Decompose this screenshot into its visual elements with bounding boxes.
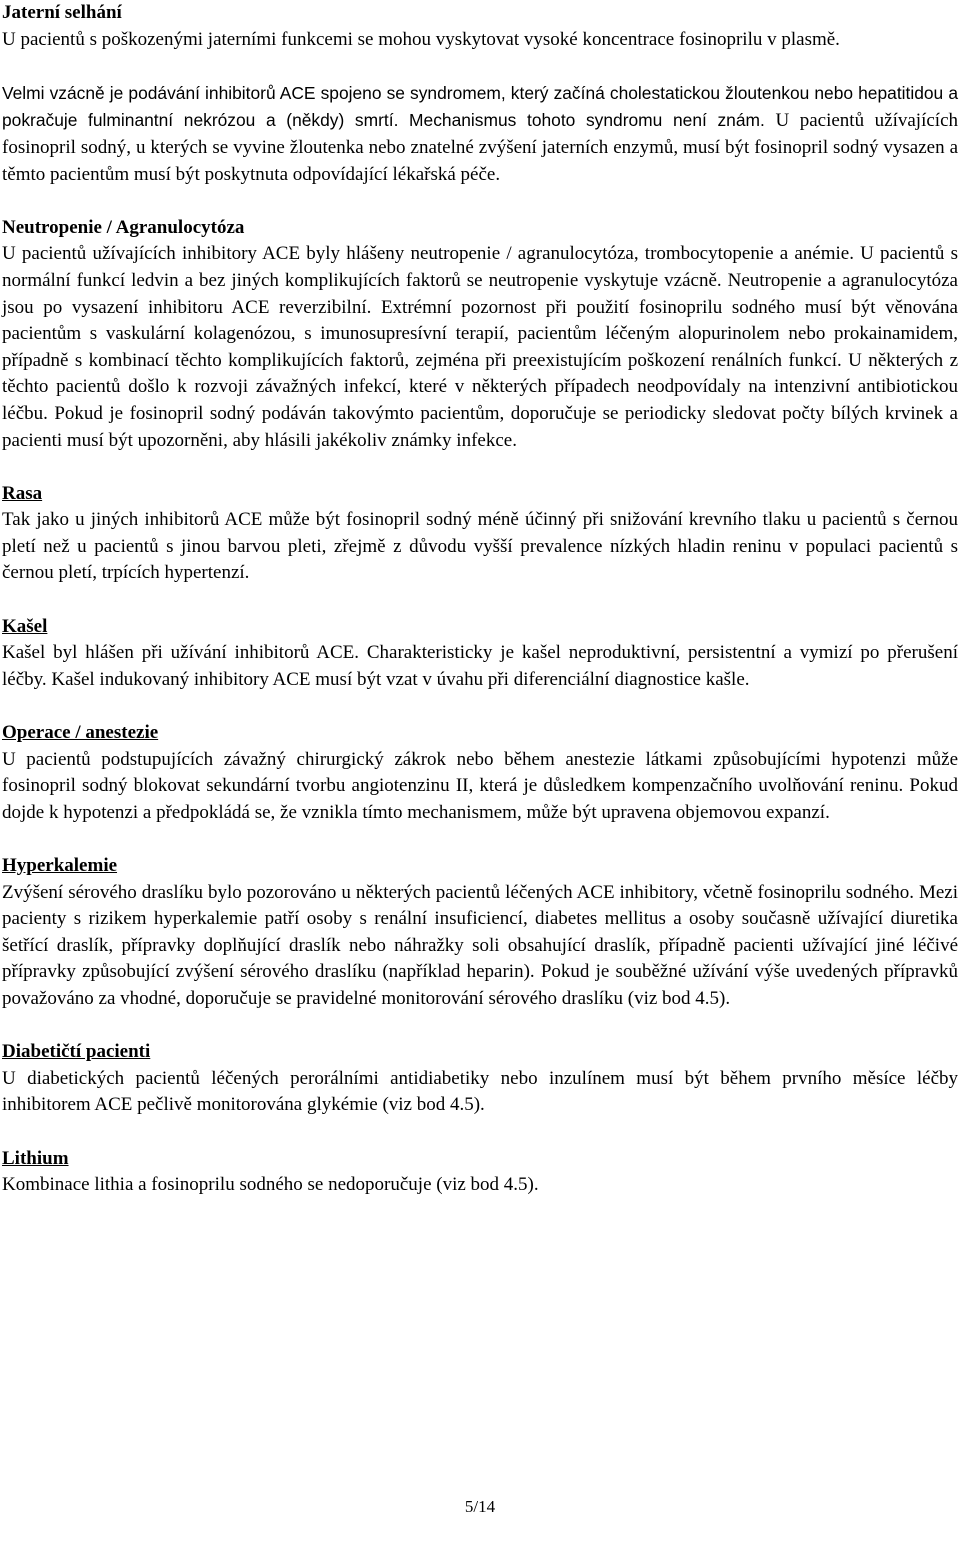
section-heading: Rasa xyxy=(2,482,43,504)
paragraph: U pacientů s poškozenými jaterními funkcemi se mohou vyskytovat vysoké koncentrace fosinoprilu v plasmě. xyxy=(2,28,840,50)
section-race xyxy=(2,481,958,587)
section-heading: Hyperkalemie xyxy=(2,855,118,876)
paragraph-part: U pacientů užívajících fosinopril sodný, u kterých se vyvine žloutenka nebo znatelné zvýšení jaterních enzymů, musí být fosinopril sodný vysazen a těmto pacientům musí být poskytnuta odpovídající lékařská péče. xyxy=(2,110,959,185)
paragraph: Zvýšení sérového draslíku bylo pozorováno u některých pacientů léčených ACE inhibitory, včetně fosinoprilu sodného. Mezi pacienty s rizikem hyperkalemie patří osoby s renální insuficiencí, diabetes mellitus a osoby současně užívající diuretika šetřící draslík, přípravky doplňující draslík nebo náhražky soli obsahující draslík, případně pacienti užívající jiné léčivé přípravky způsobující zvýšení sérového draslíku (například heparin). Pokud je souběžné užívání výše uvedených přípravků považováno za vhodné, doporučuje se pravidelné monitorování sérového draslíku (viz bod 4.5). xyxy=(2,881,958,1009)
section-heading: Kašel xyxy=(2,615,48,637)
section-surgery xyxy=(2,720,958,826)
section-liver-failure xyxy=(2,0,958,188)
section-cough xyxy=(2,614,958,694)
section-neutropenia xyxy=(2,215,958,454)
paragraph: U pacientů podstupujících závažný chirurgický zákrok nebo během anestezie látkami způsobujícími hypotenzi může fosinopril sodný blokovat sekundární tvorbu angiotenzinu II, která je důsledkem kompenzačního uvolňování reninu. Pokud dojde k hypotenzi a předpokládá se, že vznikla tímto mechanismem, může být upravena objemovou expanzí. xyxy=(2,748,958,823)
paragraph: Kombinace lithia a fosinoprilu sodného se nedoporučuje (viz bod 4.5). xyxy=(2,1174,539,1196)
section-heading: Diabetičtí pacienti xyxy=(2,1041,151,1063)
paragraph-part: Velmi vzácně je podávání inhibitorů ACE spojeno se syndromem, který začíná cholestatickou žloutenkou nebo hepatitidou a pokračuje fulminantní nekrózou a (někdy) smrtí. Mechanismus tohoto syndromu není znám. xyxy=(2,82,958,131)
paragraph: U pacientů užívajících inhibitory ACE byly hlášeny neutropenie / agranulocytóza, trombocytopenie a anémie. U pacientů s normální funkcí ledvin a bez jiných komplikujících faktorů se neutropenie vyskytuje vzácně. Neutropenie a agranulocytóza jsou po vysazení inhibitoru ACE reverzibilní. Extrémní pozornost při použití fosinoprilu sodného musí být věnována pacientům s vaskulární kolagenózou, s imunosupresívní terapií, pacientům léčeným alopurinolem nebo prokainamidem, případně s kombinací těchto komplikujících faktorů, zejména při preexistujícím poškození renálních funkcí. U některých z těchto pacientů došlo k rozvoji závažných infekcí, které v některých případech neodpovídaly na intenzivní antibiotickou léčbu. Pokud je fosinopril sodný podáván takovýmto pacientům, doporučuje se periodicky sledovat počty bílých krvinek a pacienti musí být upozorněni, aby hlásili jakékoliv známky infekce. xyxy=(2,243,958,451)
section-heading: Lithium xyxy=(2,1147,69,1169)
section-hyperkalemia xyxy=(2,853,958,1013)
paragraph xyxy=(2,80,958,188)
section-heading: Jaterní selhání xyxy=(2,2,122,23)
paragraph: Tak jako u jiných inhibitorů ACE může být fosinopril sodný méně účinný při snižování krevního tlaku u pacientů s černou pletí než u pacientů s jinou barvou pleti, zřejmě z důvodu vyšší prevalence nízkých hladin reninu v populaci pacientů s černou pletí, trpících hypertenzí. xyxy=(2,509,958,584)
section-heading: Operace / anestezie xyxy=(2,722,159,744)
paragraph: Kašel byl hlášen při užívání inhibitorů ACE. Charakteristicky je kašel neproduktivní, persistentní a vymizí po přerušení léčby. Kašel indukovaný inhibitory ACE musí být vzat v úvahu při diferenciální diagnostice kašle. xyxy=(2,642,958,690)
section-heading: Neutropenie / Agranulocytóza xyxy=(2,216,245,238)
section-lithium xyxy=(2,1146,958,1199)
page-number: 5/14 xyxy=(464,1497,496,1516)
section-diabetics xyxy=(2,1039,958,1119)
paragraph: U diabetických pacientů léčených perorálními antidiabetiky nebo inzulínem musí být během prvního měsíce léčby inhibitorem ACE pečlivě monitorována glykémie (viz bod 4.5). xyxy=(2,1067,958,1116)
